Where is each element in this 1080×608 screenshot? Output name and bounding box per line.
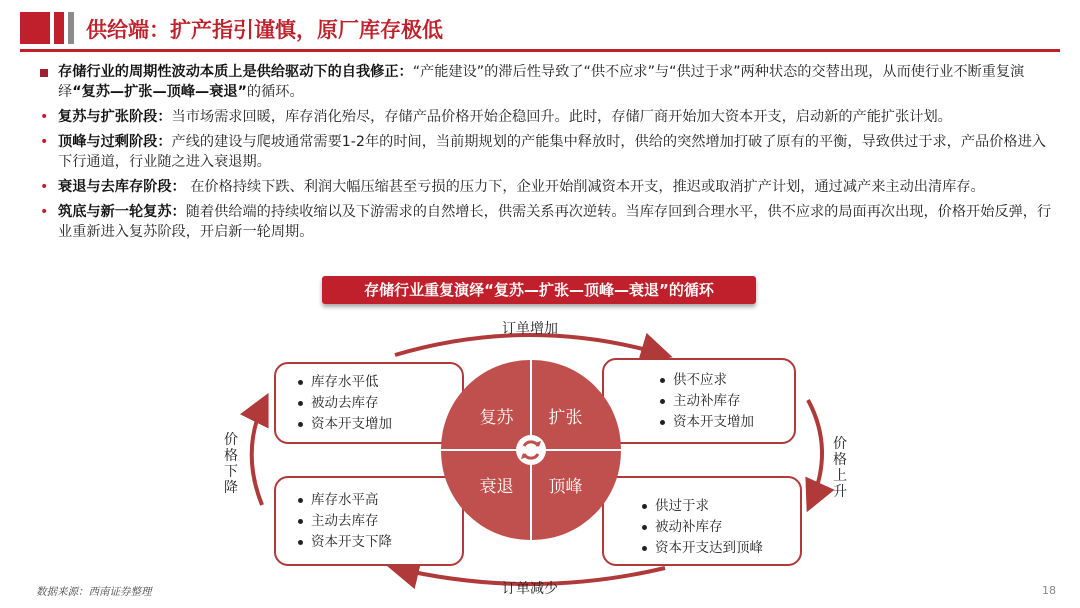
list-item: 被动补库存 bbox=[642, 517, 800, 538]
top-arrow bbox=[395, 335, 665, 355]
bullet-body: 在价格持续下跌、利润大幅压缩甚至亏损的压力下，企业开始削减资本开支，推迟或取消扩产计划，通过减产来主动出清库存。 bbox=[185, 179, 985, 195]
list-item: 供过于求 bbox=[642, 496, 800, 517]
diagram-banner: 存储行业重复演绎“复苏—扩张—顶峰—衰退”的循环 bbox=[322, 276, 756, 304]
label-price-increase: 价格上升 bbox=[833, 436, 847, 500]
bullet-head: 顶峰与过剩阶段： bbox=[58, 134, 172, 150]
list-item: 资本开支下降 bbox=[298, 532, 462, 553]
source-note: 数据来源：西南证券整理 bbox=[36, 586, 152, 598]
bullet-head: 衰退与去库存阶段： bbox=[58, 179, 186, 195]
list-item: 主动补库存 bbox=[660, 391, 794, 412]
bullet-body: “产能建设”的滞后性导致了“供不应求”与“供过于求”两种状态的交替出现，从而使行业不断重复演绎 bbox=[58, 64, 1025, 100]
list-item: 被动去库存 bbox=[298, 393, 462, 414]
page-number: 18 bbox=[1042, 584, 1056, 597]
quadrant-recession: 衰退 bbox=[441, 451, 530, 540]
page-title: 供给端：扩产指引谨慎，原厂库存极低 bbox=[86, 18, 443, 42]
quadrant-peak: 顶峰 bbox=[532, 451, 621, 540]
list-item: 资本开支达到顶峰 bbox=[642, 538, 800, 559]
bullet-body: 当市场需求回暖，库存消化殆尽，存储产品价格开始企稳回升。此时，存储厂商开始加大资本开支，启动新的产能扩张计划。 bbox=[171, 109, 952, 125]
box-peak bbox=[602, 476, 802, 566]
bullet-head: 复苏与扩张阶段： bbox=[58, 109, 172, 125]
box-recession bbox=[274, 476, 464, 566]
list-item: 主动去库存 bbox=[298, 511, 462, 532]
cycle-icon bbox=[515, 434, 547, 466]
cycle-circle bbox=[441, 360, 621, 540]
box-expansion bbox=[602, 358, 796, 444]
dot-bullet-icon: • bbox=[40, 134, 49, 150]
bullet-body: 随着供给端的持续收缩以及下游需求的自然增长，供需关系再次逆转。当库存回到合理水平，供不应求的局面再次出现，价格开始反弹，行业重新进入复苏阶段，开启新一轮周期。 bbox=[58, 204, 1052, 240]
list-item: 供不应求 bbox=[660, 370, 794, 391]
label-orders-increase: 订单增加 bbox=[502, 321, 558, 337]
bullet-head: 筑底与新一轮复苏： bbox=[58, 204, 186, 220]
bullet-emphasis: “复苏—扩张—顶峰—衰退” bbox=[72, 84, 247, 100]
dot-bullet-icon: • bbox=[40, 179, 49, 195]
bullet-tail: 的循环。 bbox=[246, 84, 304, 100]
box-recovery bbox=[274, 362, 464, 444]
bullet-head: 存储行业的周期性波动本质上是供给驱动下的自我修正： bbox=[58, 64, 413, 80]
list-item: 库存水平低 bbox=[298, 372, 462, 393]
list-item: 资本开支增加 bbox=[298, 414, 462, 435]
quadrant-expansion: 扩张 bbox=[532, 360, 621, 449]
bullet-body: 产线的建设与爬坡通常需要1-2年的时间，当前期规划的产能集中释放时，供给的突然增加打破了原有的平衡，导致供过于求，产品价格进入下行通道，行业随之进入衰退期。 bbox=[58, 134, 1046, 170]
left-arrow bbox=[252, 400, 265, 505]
label-price-decrease: 价格下降 bbox=[224, 432, 238, 496]
quadrant-recovery: 复苏 bbox=[441, 360, 530, 449]
right-arrow bbox=[808, 400, 822, 505]
list-item: 库存水平高 bbox=[298, 490, 462, 511]
dot-bullet-icon: • bbox=[40, 109, 49, 125]
list-item: 资本开支增加 bbox=[660, 412, 794, 433]
dot-bullet-icon: • bbox=[40, 204, 49, 220]
label-orders-decrease: 订单减少 bbox=[502, 581, 558, 597]
